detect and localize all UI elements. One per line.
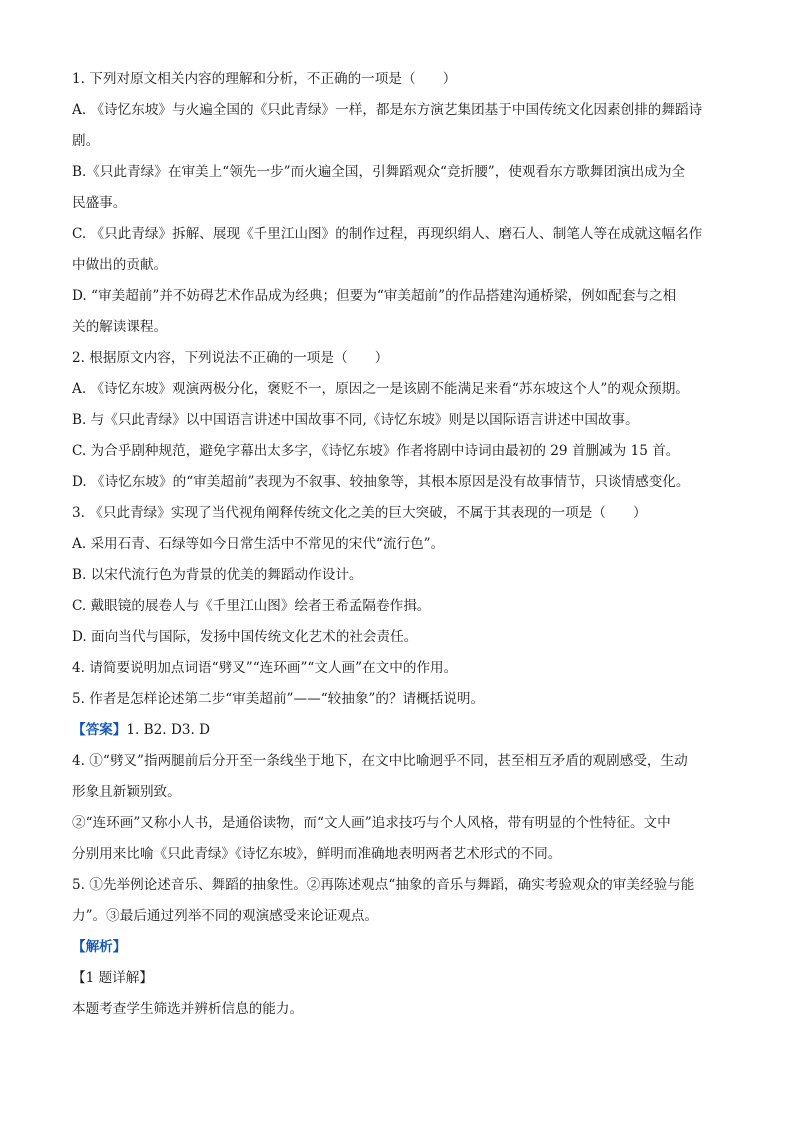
question-1-option-d-cont: 关的解读课程。 (72, 319, 168, 335)
answer-label: 【答案】 (72, 722, 127, 738)
question-2-option-d: D. 《诗忆东坡》的“审美超前”表现为不叙事、较抽象等，其根本原因是没有故事情节，只谈情感变化。 (72, 474, 690, 490)
question-1-option-b-cont: 民盛事。 (72, 195, 127, 211)
question-3-option-c: C. 戴眼镜的展卷人与《千里江山图》绘者王希孟隔卷作揖。 (72, 598, 431, 614)
answer-line (72, 715, 724, 746)
detail-label: 【1 题详解】 (72, 970, 153, 986)
question-1-option-a-cont: 剧。 (72, 133, 100, 149)
question-5-stem: 5. 作者是怎样论述第二步“审美超前”——“较抽象”的？请概括说明。 (72, 691, 485, 707)
question-1-stem: 1. 下列对原文相关内容的理解和分析，不正确的一项是（ ） (72, 71, 457, 87)
analysis-label: 【解析】 (72, 939, 127, 955)
answer-4-line-4: 分别用来比喻《只此青绿》《诗忆东坡》，鲜明而准确地表明两者艺术形式的不同。 (72, 846, 562, 862)
question-2-stem: 2. 根据原文内容，下列说法不正确的一项是（ ） (72, 350, 389, 366)
question-2-option-a: A. 《诗忆东坡》观演两极分化，褒贬不一，原因之一是该剧不能满足来看“苏东坡这个人”的观众预期。 (72, 381, 689, 397)
question-3-stem: 3. 《只此青绿》实现了当代视角阐释传统文化之美的巨大突破，不属于其表现的一项是（ ） (72, 505, 647, 521)
question-2-option-b: B. 与《只此青绿》以中国语言讲述中国故事不同,《诗忆东坡》则是以国际语言讲述中国故事。 (72, 412, 639, 428)
answer-text: 1. B2. D3. D (126, 722, 211, 738)
question-1-option-c-cont: 中做出的贡献。 (72, 257, 168, 273)
question-3-option-b: B. 以宋代流行色为背景的优美的舞蹈动作设计。 (72, 567, 363, 583)
answer-5-line-2: 力”。③最后通过列举不同的观演感受来论证观点。 (72, 908, 379, 924)
question-1-option-b: B.《只此青绿》在审美上“领先一步”而火遍全国，引舞蹈观众“竞折腰”，使观看东方歌舞团演出成为全 (72, 164, 686, 180)
detail-text: 本题考查学生筛选并辨析信息的能力。 (72, 1001, 304, 1017)
question-4-stem: 4. 请简要说明加点词语“劈叉”“连环画”“文人画”在文中的作用。 (72, 660, 458, 676)
answer-4-line-2: 形象且新颖别致。 (72, 784, 181, 800)
question-3-option-a: A. 采用石青、石绿等如今日常生活中不常见的宋代“流行色”。 (72, 536, 445, 552)
question-1-option-c: C. 《只此青绿》拆解、展现《千里江山图》的制作过程，再现织绢人、磨石人、制笔人等在成就这幅名作 (72, 226, 703, 242)
question-1-option-d: D. “审美超前”并不妨碍艺术作品成为经典；但要为“审美超前”的作品搭建沟通桥梁，例如配套与之相 (72, 288, 677, 304)
answer-4-line-3: ②“连环画”又称小人书，是通俗读物，而“文人画”追求技巧与个人风格，带有明显的个性特征。文中 (72, 815, 671, 831)
answer-4-line-1: 4. ①“劈叉”指两腿前后分开至一条线坐于地下，在文中比喻迥乎不同，甚至相互矛盾的观剧感受，生动 (72, 753, 688, 769)
question-1-option-a: A. 《诗忆东坡》与火遍全国的《只此青绿》一样，都是东方演艺集团基于中国传统文化因素创排的舞蹈诗 (72, 102, 703, 118)
question-3-option-d: D. 面向当代与国际，发扬中国传统文化艺术的社会责任。 (72, 629, 418, 645)
question-2-option-c: C. 为合乎剧种规范，避免字幕出太多字，《诗忆东坡》作者将剧中诗词由最初的 29 首删减为 15 首。 (72, 443, 680, 459)
document-content (72, 64, 724, 1025)
answer-5-line-1: 5. ①先举例论述音乐、舞蹈的抽象性。②再陈述观点“抽象的音乐与舞蹈，确实考验观众的审美经验与能 (72, 877, 695, 893)
